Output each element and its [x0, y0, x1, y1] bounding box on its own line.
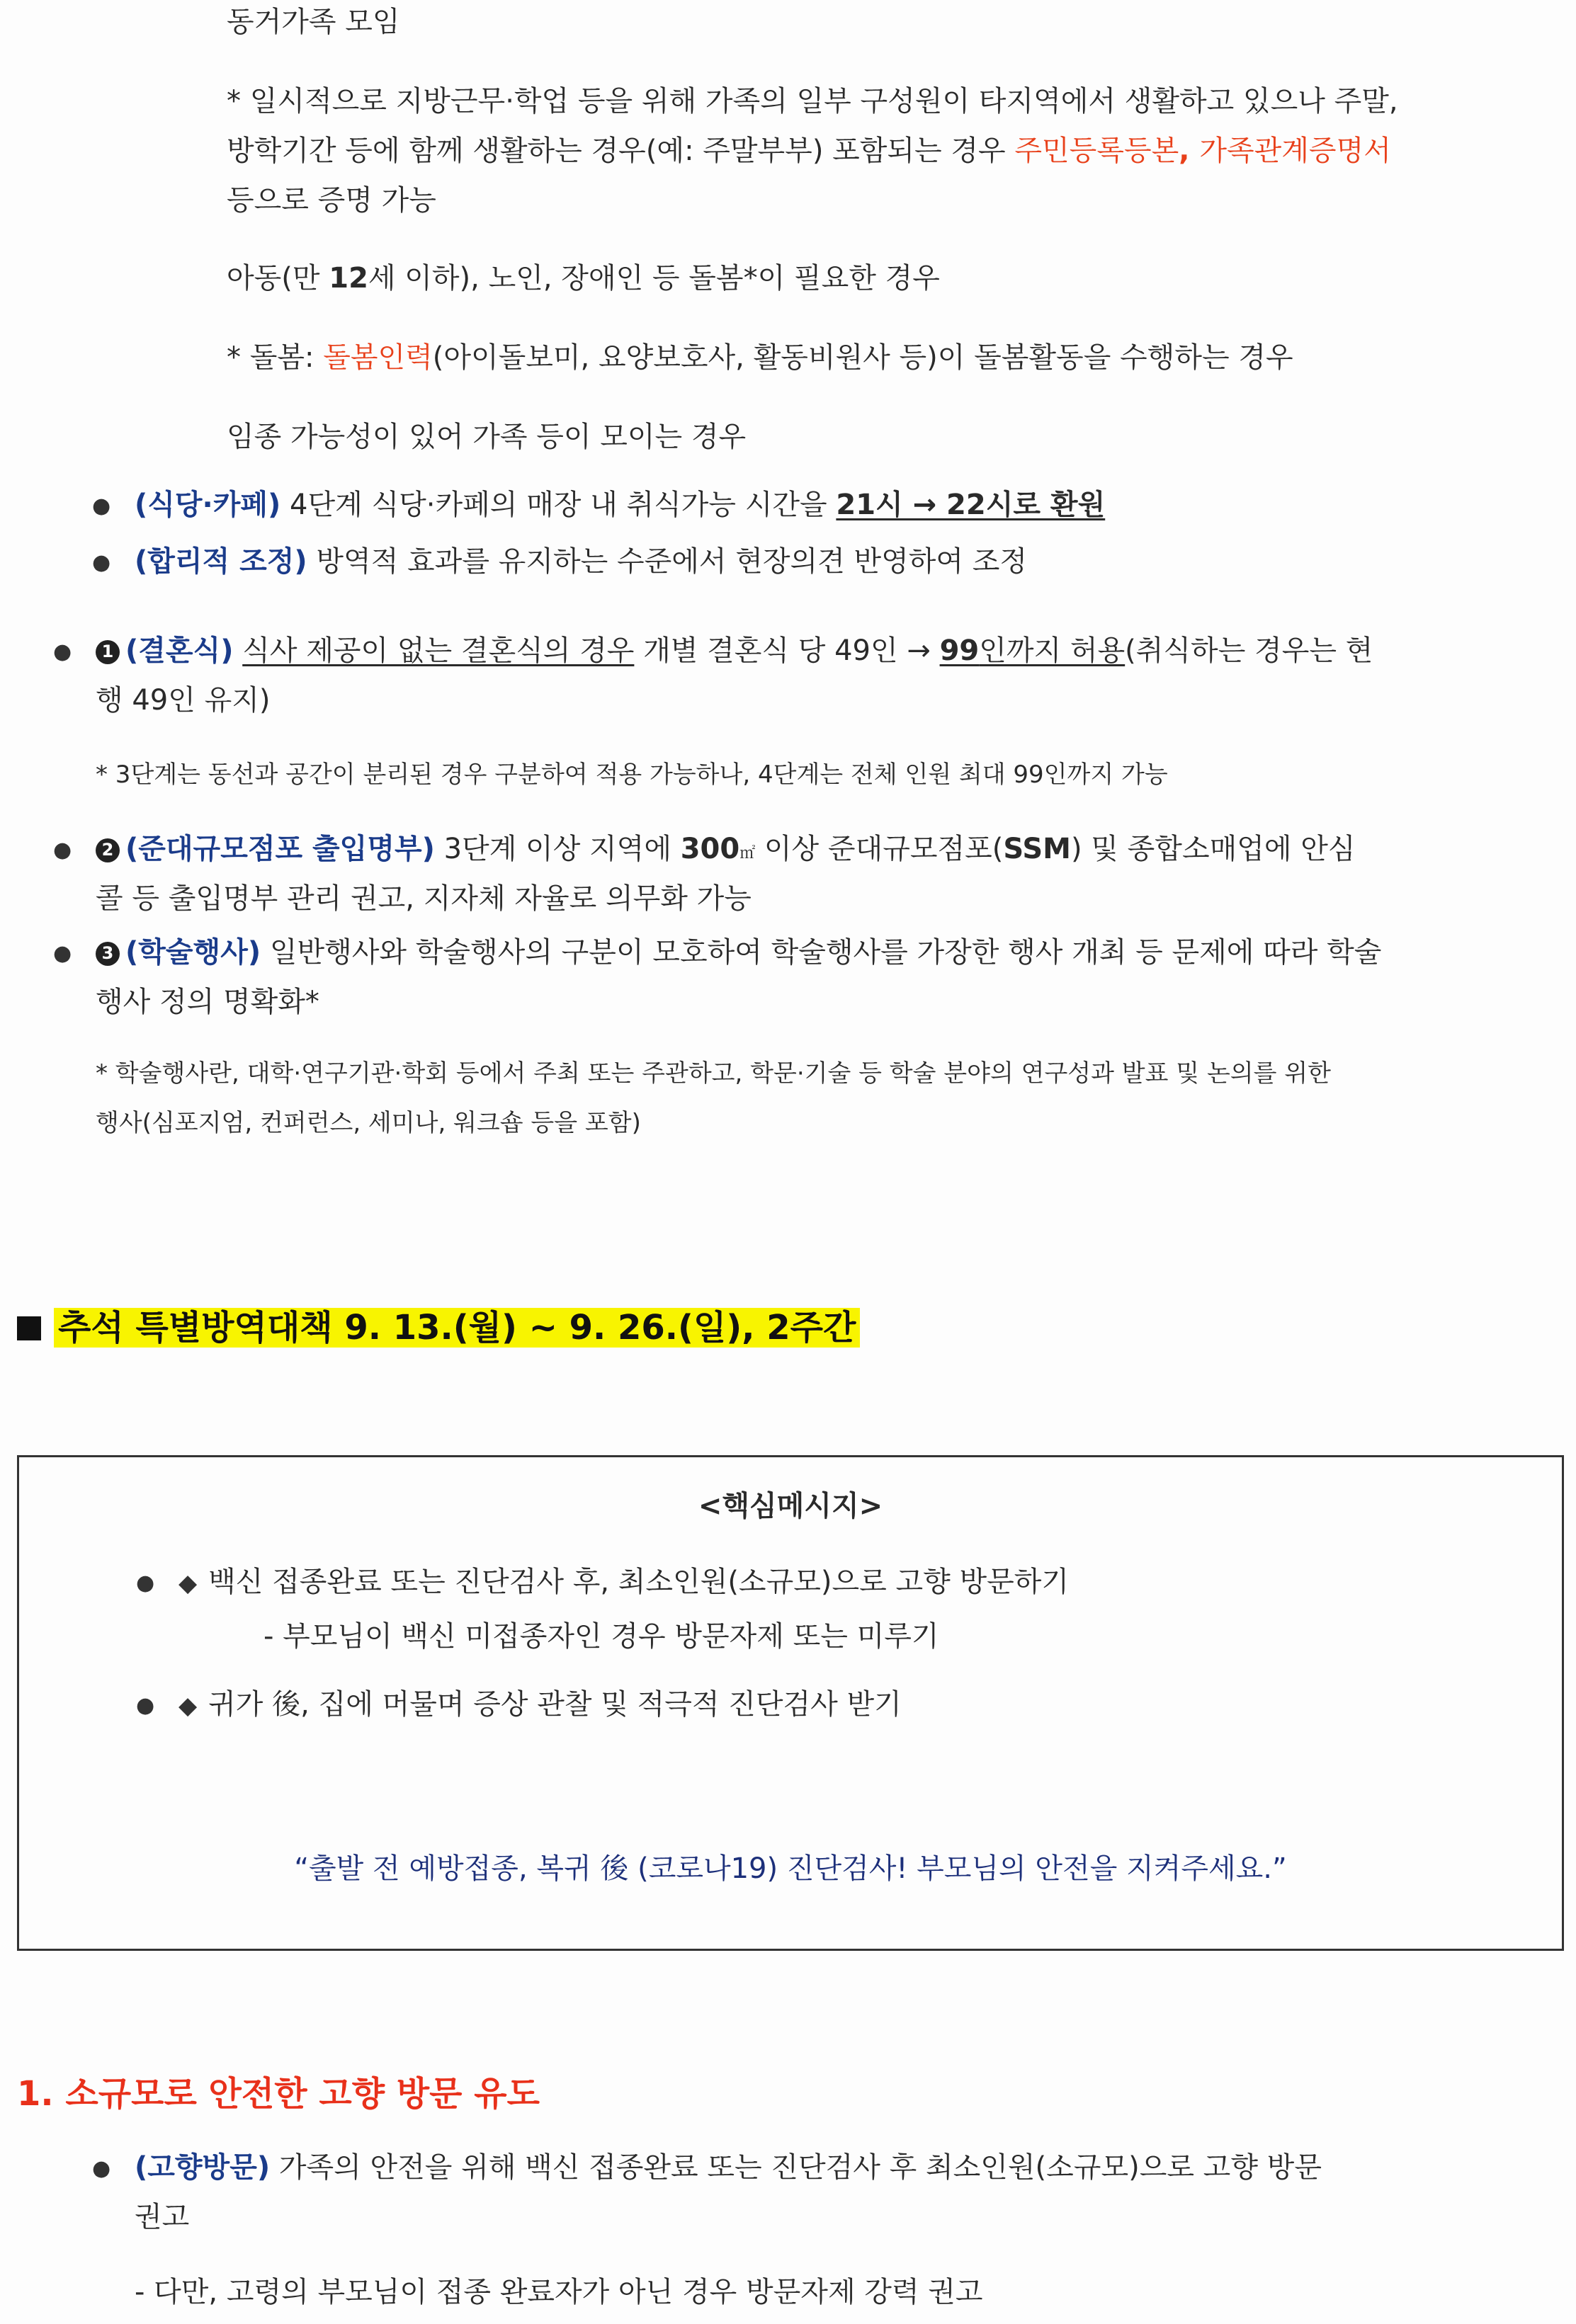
wedding-note: * 3단계는 동선과 공간이 분리된 경우 구분하여 적용 가능하나, 4단계는 전체 인원 최대 99인까지 가능 — [96, 761, 1168, 789]
chuseok-heading: 추석 특별방역대책 9. 13.(월) ~ 9. 26.(일), 2주간 — [17, 1301, 860, 1354]
bullet-ssm: ● 2 (준대규모점포 출입명부) 3단계 이상 지역에 300㎡ 이상 준대규모점포(SSM) 및 종합소매업에 안심 — [53, 827, 1562, 871]
ssm-line-2: 콜 등 출입명부 관리 권고, 지자체 자율로 의무화 가능 — [96, 882, 752, 915]
academic-note-1: * 학술행사란, 대학·연구기관·학회 등에서 주최 또는 주관하고, 학문·기술 등 학술 분야의 연구성과 발표 및 논의를 위한 — [96, 1059, 1331, 1088]
box-item-2: ● ◆ 귀가 後, 집에 머물며 증상 관찰 및 적극적 진단검사 받기 — [136, 1682, 902, 1726]
bullet-academic: ● 3 (학술행사) 일반행사와 학술행사의 구분이 모호하여 학술행사를 가장한 행사 개최 등 문제에 따라 학술 — [53, 930, 1562, 974]
bullet-dot-icon: ● — [92, 549, 111, 575]
bullet-dot-icon: ● — [53, 837, 72, 862]
note-temporary-residence-2: 방학기간 등에 함께 생활하는 경우(예: 주말부부) 포함되는 경우 주민등록등본, 가족관계증명서 — [227, 135, 1391, 167]
bullet-reasonable-adjustment: ● (합리적 조정) 방역적 효과를 유지하는 수준에서 현장의견 반영하여 조정 — [92, 540, 1027, 583]
hometown-visit-sub: - 다만, 고령의 부모님이 접종 완료자가 아닌 경우 방문자제 강력 권고 — [135, 2276, 983, 2308]
key-message-box — [17, 1455, 1564, 1951]
bullet-dot-icon: ● — [53, 639, 72, 664]
number-badge: 2 — [96, 838, 120, 862]
number-badge: 3 — [96, 942, 120, 966]
academic-note-2: 행사(심포지엄, 컨퍼런스, 세미나, 워크숍 등을 포함) — [96, 1109, 641, 1137]
section-1-title: 1. 소규모로 안전한 고향 방문 유도 — [17, 2074, 540, 2114]
number-badge: 1 — [96, 640, 120, 664]
box-title: <핵심메시지> — [698, 1490, 883, 1522]
bullet-dot-icon: ● — [136, 1570, 155, 1595]
diamond-icon: ◆ — [178, 1692, 198, 1720]
box-quote: “출발 전 예방접종, 복귀 後 (코로나19) 진단검사! 부모님의 안전을 지켜주세요.” — [294, 1852, 1287, 1885]
item-care-needed: 아동(만 12세 이하), 노인, 장애인 등 돌봄*이 필요한 경우 — [227, 262, 940, 295]
note-care-definition: * 돌봄: 돌봄인력(아이돌보미, 요양보호사, 활동비원사 등)이 돌봄활동을 수행하는 경우 — [227, 341, 1293, 374]
box-item-1-sub: - 부모님이 백신 미접종자인 경우 방문자제 또는 미루기 — [263, 1620, 939, 1653]
bullet-dot-icon: ● — [53, 940, 72, 966]
bullet-dot-icon: ● — [136, 1692, 155, 1718]
bullet-wedding: ● 1 (결혼식) 식사 제공이 없는 결혼식의 경우 개별 결혼식 당 49인 → 99인까지 허용(취식하는 경우는 현 — [53, 629, 1562, 673]
diamond-icon: ◆ — [178, 1569, 198, 1597]
note-proof: 등으로 증명 가능 — [227, 184, 436, 217]
wedding-line-2: 행 49인 유지) — [96, 684, 271, 717]
item-cohabiting-family: 동거가족 모임 — [227, 6, 400, 38]
hometown-visit-line-2: 권고 — [135, 2201, 190, 2233]
academic-line-2: 행사 정의 명확화* — [96, 986, 319, 1018]
bullet-dot-icon: ● — [92, 2155, 111, 2181]
bullet-hometown-visit: ● (고향방문) 가족의 안전을 위해 백신 접종완료 또는 진단검사 후 최소인원(소규모)으로 고향 방문 — [92, 2146, 1565, 2189]
bullet-restaurant-cafe: ● (식당·카페) 4단계 식당·카페의 매장 내 취식가능 시간을 21시 → 22시로 환원 — [92, 483, 1105, 527]
square-bullet-icon — [17, 1316, 41, 1340]
note-temporary-residence: * 일시적으로 지방근무·학업 등을 위해 가족의 일부 구성원이 타지역에서 생활하고 있으나 주말, — [227, 85, 1398, 118]
box-item-1: ● ◆ 백신 접종완료 또는 진단검사 후, 최소인원(소규모)으로 고향 방문하기 — [136, 1560, 1069, 1604]
item-deathbed: 임종 가능성이 있어 가족 등이 모이는 경우 — [227, 421, 747, 453]
bullet-dot-icon: ● — [92, 493, 111, 518]
